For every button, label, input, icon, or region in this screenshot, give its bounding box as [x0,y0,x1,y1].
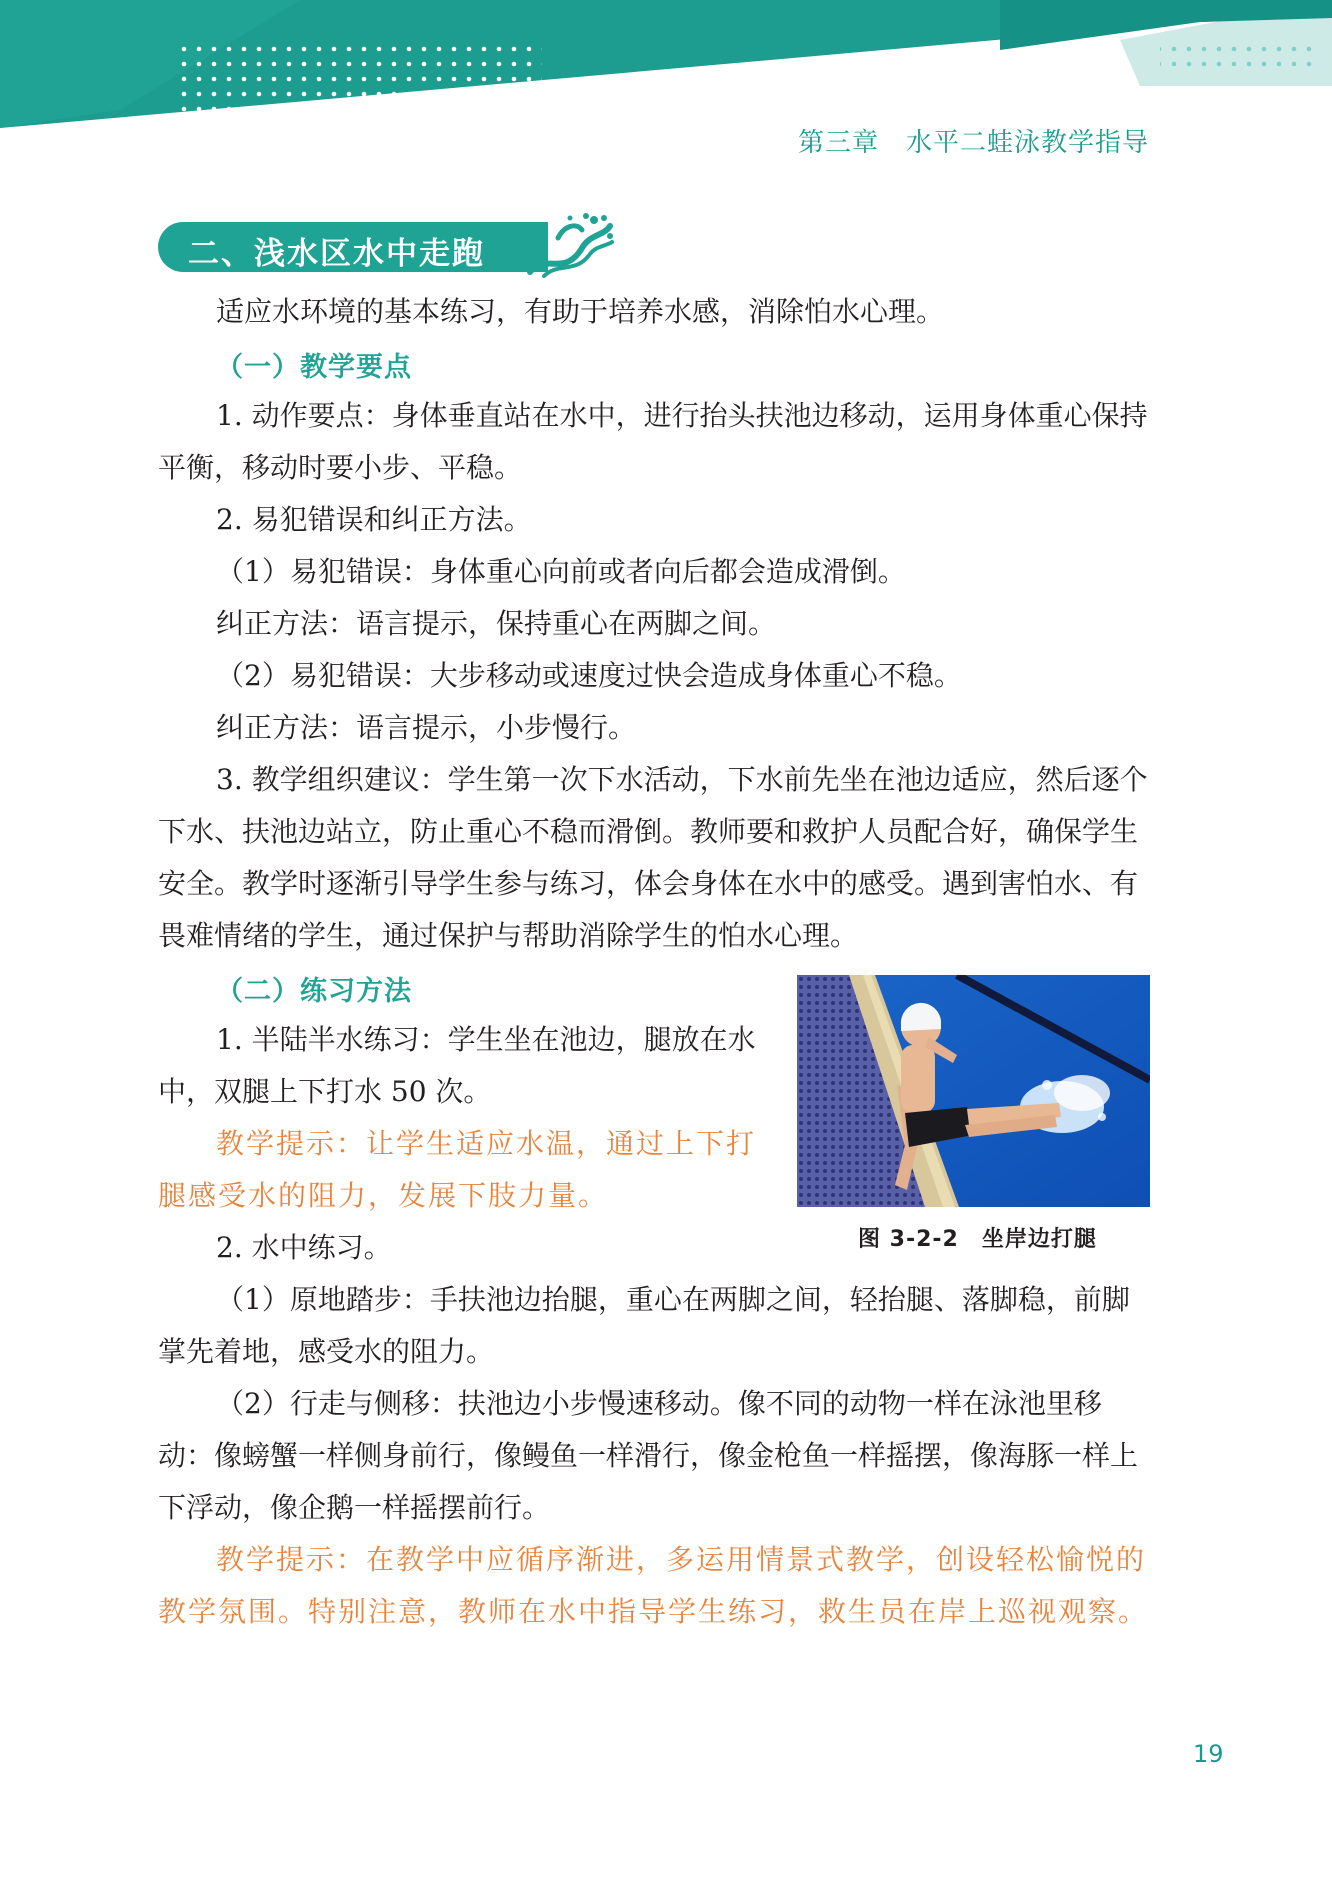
subheading-teaching-points: （一）教学要点 [216,352,412,383]
figure-photo [797,975,1150,1207]
subheading-practice-methods: （二）练习方法 [216,976,412,1007]
section-title-banner [158,222,613,272]
section-title: 二、浅水区水中走跑 [188,236,485,272]
paragraph-stepping: （1）原地踏步：手扶池边抬腿，重心在两脚之间，轻抬腿、落脚稳，前脚掌先着地，感受水的阻力。 [158,1283,1130,1368]
water-splash-icon [524,212,616,282]
paragraph-half-land: 1. 半陆半水练习：学生坐在池边，腿放在水中，双腿上下打水 50 次。 [158,1023,756,1108]
paragraph-water-practice: 2. 水中练习。 [216,1231,392,1264]
paragraph-error-2: （2）易犯错误：大步移动或速度过快会造成身体重心不稳。 [216,659,962,692]
paragraph-key-points: 1. 动作要点：身体垂直站在水中，进行抬头扶池边移动，运用身体重心保持平衡，移动时要小步、平稳。 [158,399,1148,484]
paragraph-organization: 3. 教学组织建议：学生第一次下水活动，下水前先坐在池边适应，然后逐个下水、扶池边站立，防止重心不稳而滑倒。教师要和救护人员配合好，确保学生安全。教学时逐渐引导学生参与练习，体会身体在水中的感受。遇到害怕水、有畏难情绪的学生，通过保护与帮助消除学生的怕水心理。 [158,763,1148,952]
paragraph-correction-1: 纠正方法：语言提示，保持重心在两脚之间。 [216,607,777,640]
paragraph-correction-2: 纠正方法：语言提示，小步慢行。 [216,711,637,744]
paragraph-errors-intro: 2. 易犯错误和纠正方法。 [216,503,532,536]
running-head: 第三章 水平二蛙泳教学指导 [797,128,1149,158]
teaching-tip-2: 教学提示：在教学中应循序渐进，多运用情景式教学，创设轻松愉悦的教学氛围。特别注意，教师在水中指导学生练习，救生员在岸上巡视观察。 [158,1543,1149,1628]
section-intro: 适应水环境的基本练习，有助于培养水感，消除怕水心理。 [216,295,945,328]
page-number: 19 [1193,1740,1224,1768]
paragraph-walking: （2）行走与侧移：扶池边小步慢速移动。像不同的动物一样在泳池里移动：像螃蟹一样侧身前行，像鳗鱼一样滑行，像金枪鱼一样摇摆，像海豚一样上下浮动，像企鹅一样摇摆前行。 [158,1387,1139,1524]
paragraph-error-1: （1）易犯错误：身体重心向前或者向后都会造成滑倒。 [216,555,906,588]
figure-caption: 图 3-2-2 坐岸边打腿 [858,1227,1097,1252]
teaching-tip-1: 教学提示：让学生适应水温，通过上下打腿感受水的阻力，发展下肢力量。 [158,1127,757,1212]
